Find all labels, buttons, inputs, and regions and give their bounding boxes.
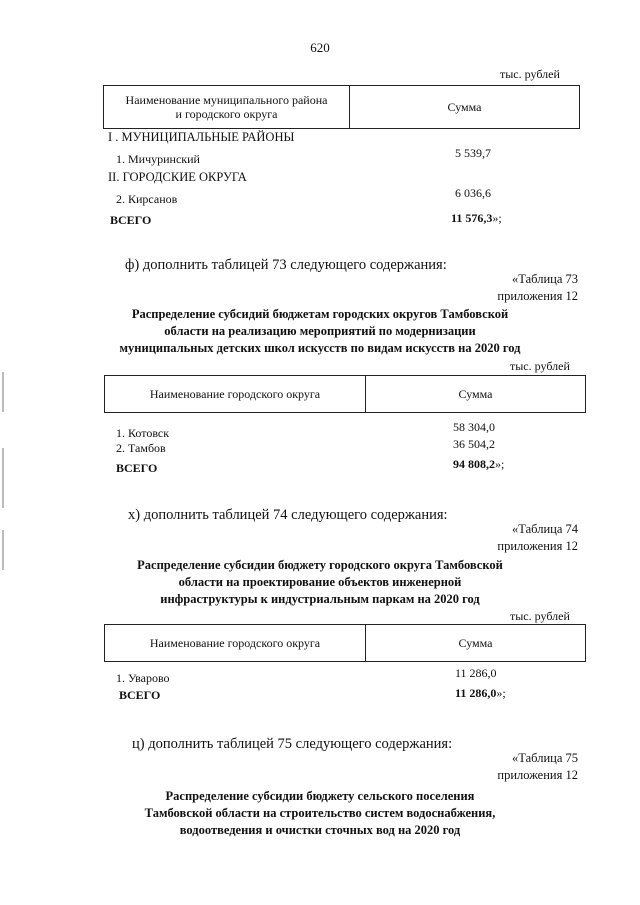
total-sum <box>455 686 506 701</box>
table-reference-line: «Таблица 75 <box>512 751 578 765</box>
total-sum-value: 11 576,3 <box>451 211 493 225</box>
column-header-name: Наименование городского округа <box>149 387 321 401</box>
table-header <box>103 85 580 129</box>
row-name: 2. Тамбов <box>116 441 166 455</box>
table-reference <box>497 521 578 555</box>
table-header <box>104 375 586 413</box>
total-suffix: »; <box>496 686 506 700</box>
unit-label: тыс. рублей <box>510 359 570 373</box>
scan-edge-mark <box>2 372 4 412</box>
table-header <box>104 624 586 662</box>
paragraph: ц) дополнить таблицей 75 следующего содержания: <box>132 736 453 752</box>
total-suffix: »; <box>495 457 505 471</box>
page-number: 620 <box>310 40 330 55</box>
row-sum: 11 286,0 <box>455 666 497 680</box>
column-header-sum: Сумма <box>365 376 585 412</box>
paragraph: ф) дополнить таблицей 73 следующего содержания: <box>125 257 447 273</box>
table-reference-line: приложения 12 <box>497 768 578 782</box>
unit-label: тыс. рублей <box>500 67 560 81</box>
row-sum: 36 504,2 <box>453 437 495 451</box>
total-sum <box>453 457 504 472</box>
row-sum: 6 036,6 <box>455 186 491 200</box>
column-header-name: Наименование муниципального района и городского округа <box>125 93 328 121</box>
row-name: 1. Уварово <box>116 671 170 685</box>
row-name: 2. Кирсанов <box>116 192 178 206</box>
total-sum <box>451 211 502 226</box>
total-label: ВСЕГО <box>119 688 161 702</box>
section-heading: I . МУНИЦИПАЛЬНЫЕ РАЙОНЫ <box>108 130 295 144</box>
row-sum: 58 304,0 <box>453 420 495 434</box>
total-sum-value: 11 286,0 <box>455 686 497 700</box>
total-label: ВСЕГО <box>110 213 152 227</box>
table-title: Распределение субсидий бюджетам городских округов Тамбовской области на реализацию мероприятий по модернизации муниципальных детских школ искусств по видам искусств на 2020 год <box>119 307 521 355</box>
paragraph: х) дополнить таблицей 74 следующего содержания: <box>128 507 448 523</box>
unit-label: тыс. рублей <box>510 609 570 623</box>
column-header-sum: Сумма <box>365 625 585 661</box>
table-reference-line: «Таблица 73 <box>512 272 578 286</box>
table-reference <box>497 271 578 305</box>
total-label: ВСЕГО <box>116 461 158 475</box>
total-sum-value: 94 808,2 <box>453 457 495 471</box>
row-sum: 5 539,7 <box>455 146 491 160</box>
table-title: Распределение субсидии бюджету сельского поселения Тамбовской области на строительство систем водоснабжения, водоотведения и очистки сточных вод на 2020 год <box>144 789 496 837</box>
table-reference-line: «Таблица 74 <box>512 522 578 536</box>
section-heading: II. ГОРОДСКИЕ ОКРУГА <box>108 170 247 184</box>
row-name: 1. Котовск <box>116 426 170 440</box>
column-header-name: Наименование городского округа <box>149 636 321 650</box>
row-name: 1. Мичуринский <box>116 152 200 166</box>
table-reference <box>497 750 578 784</box>
scan-edge-mark <box>2 448 4 508</box>
table-title: Распределение субсидии бюджету городского округа Тамбовской области на проектирование объектов инженерной инфраструктуры к индустриальным паркам на 2020 год <box>137 558 503 606</box>
table-reference-line: приложения 12 <box>497 539 578 553</box>
table-reference-line: приложения 12 <box>497 289 578 303</box>
total-suffix: »; <box>492 211 502 225</box>
column-header-sum: Сумма <box>349 86 579 128</box>
